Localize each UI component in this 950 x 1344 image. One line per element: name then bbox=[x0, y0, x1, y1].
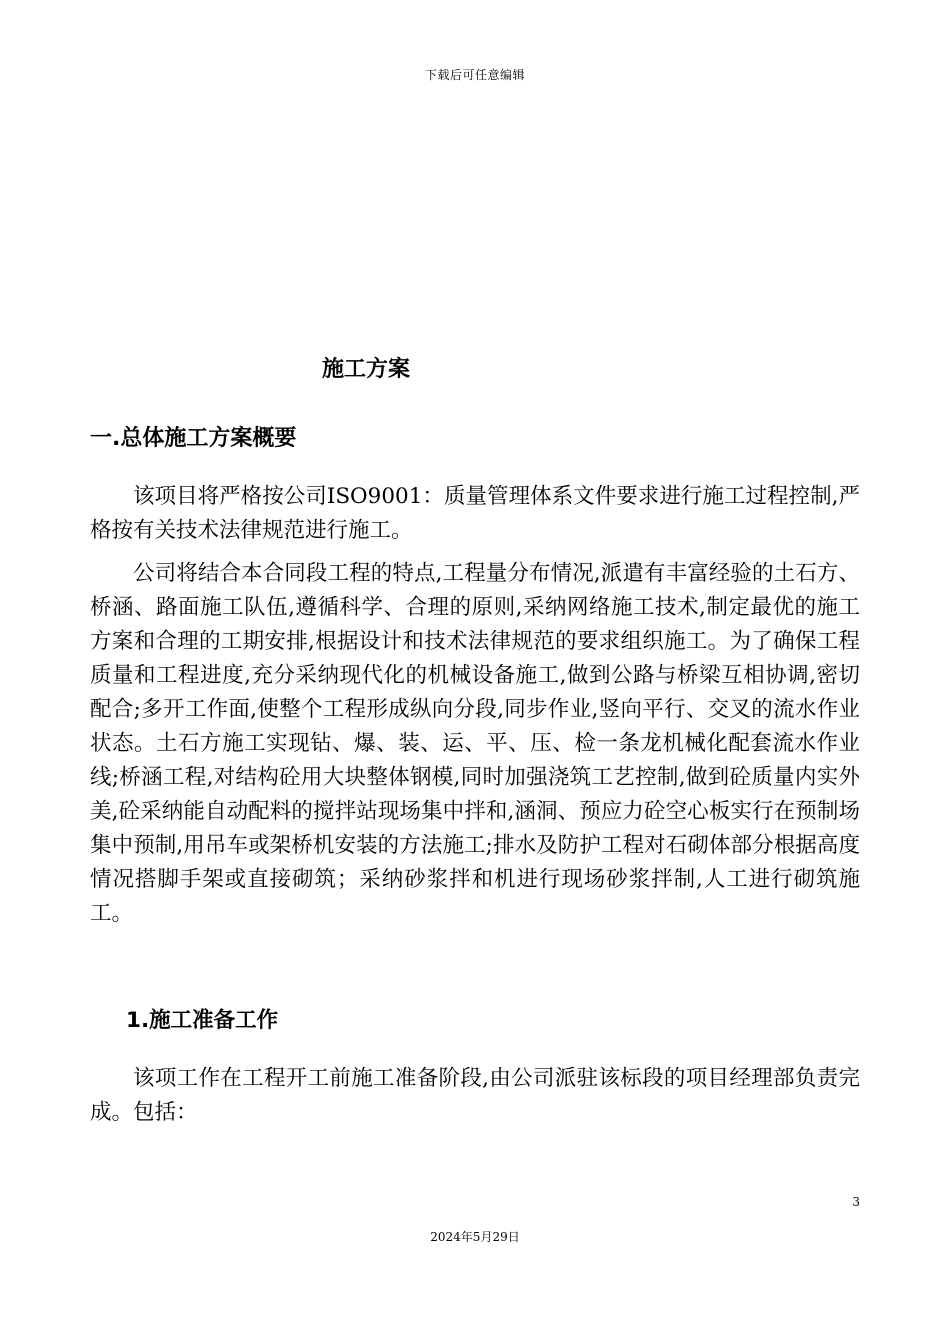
page-number: 3 bbox=[852, 1195, 860, 1209]
footer-date: 2024年5月29日 bbox=[430, 1230, 520, 1244]
document-title: 施工方案 bbox=[322, 357, 411, 382]
paragraph-construction-overview: 公司将结合本合同段工程的特点,工程量分布情况,派遣有丰富经验的土石方、桥涵、路面施工队伍,遵循科学、合理的原则,采纳网络施工技术,制定最优的施工方案和合理的工期安排,根据设计和技术法律规范的要求组织施工。为了确保工程质量和工程进度,充分采纳现代化的机械设备施工,做到公路与桥梁互相协调,密切配合;多开工作面,使整个工程形成纵向分段,同步作业,竖向平行、交叉的流水作业状态。土石方施工实现钻、爆、装、运、平、压、检一条龙机械化配套流水作业线;桥涵工程,对结构砼用大块整体钢模,同时加强浇筑工艺控制,做到砼质量内实外美,砼采纳能自动配料的搅拌站现场集中拌和,涵洞、预应力砼空心板实行在预制场集中预制,用吊车或架桥机安装的方法施工;排水及防护工程对石砌体部分根据高度情况搭脚手架或直接砌筑；采纳砂浆拌和机进行现场砂浆拌制,人工进行砌筑施工。 bbox=[90, 561, 860, 926]
subsection-heading: 1.施工准备工作 bbox=[126, 1008, 279, 1033]
paragraph-quality-system: 该项目将严格按公司ISO9001：质量管理体系文件要求进行施工过程控制,严格按有关技术法律规范进行施工。 bbox=[90, 484, 860, 543]
paragraph-preparation: 该项工作在工程开工前施工准备阶段,由公司派驻该标段的项目经理部负责完成。包括： bbox=[90, 1066, 860, 1125]
header-note: 下载后可任意编辑 bbox=[424, 68, 525, 82]
section-heading: 一.总体施工方案概要 bbox=[90, 426, 297, 451]
